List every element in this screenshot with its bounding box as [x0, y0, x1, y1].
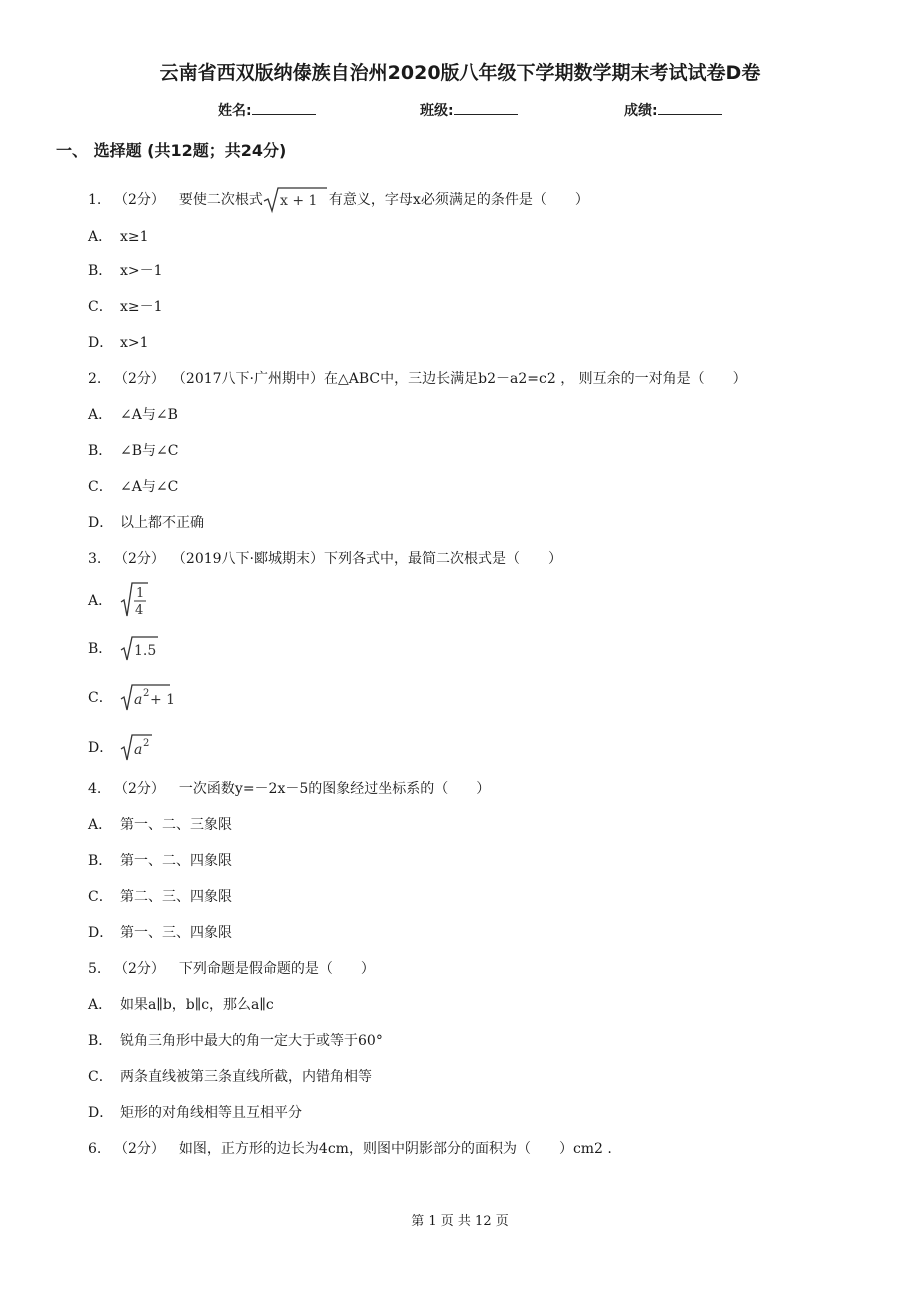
option-letter: B． — [88, 1033, 113, 1049]
name-blank[interactable] — [252, 100, 316, 115]
option-text: 两条直线被第三条直线所截，内错角相等 — [120, 1069, 372, 1085]
option-text: x>－1 — [120, 263, 163, 279]
q2-option-a[interactable] — [88, 404, 178, 424]
option-text: 锐角三角形中最大的角一定大于或等于60° — [120, 1033, 383, 1049]
question-text: （2017八下·广州期中）在△ABC中，三边长满足b2－a2=c2 ， 则互余的一对角是（ ） — [178, 371, 747, 387]
option-letter: B． — [88, 853, 113, 869]
option-letter: D． — [88, 740, 114, 756]
question-score: （2分） — [114, 781, 165, 797]
q4-option-a[interactable] — [88, 814, 232, 834]
option-text: x≥1 — [120, 229, 149, 245]
option-letter: A． — [88, 817, 113, 833]
q4-option-c[interactable] — [88, 886, 232, 906]
q1-option-a[interactable] — [88, 226, 149, 246]
option-letter: D． — [88, 925, 114, 941]
option-letter: B． — [88, 443, 113, 459]
option-text: ∠A与∠B — [120, 407, 178, 423]
option-text: x≥－1 — [120, 299, 163, 315]
option-text: 以上都不正确 — [120, 515, 204, 531]
q1-option-d[interactable] — [88, 332, 149, 352]
option-text: 矩形的对角线相等且互相平分 — [120, 1105, 302, 1121]
sqrt-a-squared — [120, 732, 154, 762]
class-blank[interactable] — [454, 100, 518, 115]
student-info-row — [0, 100, 920, 122]
class-label: 班级: — [420, 103, 454, 119]
option-letter: C． — [88, 479, 113, 495]
question-text: 一次函数y=－2x－5的图象经过坐标系的（ ） — [178, 781, 491, 797]
q2-option-d[interactable] — [88, 512, 204, 532]
question-number: 2. — [88, 371, 102, 387]
option-text: 第一、二、三象限 — [120, 817, 232, 833]
q3-option-a[interactable] — [88, 580, 150, 620]
q5-option-a[interactable] — [88, 994, 274, 1014]
option-letter: D． — [88, 1105, 114, 1121]
option-text: ∠B与∠C — [120, 443, 179, 459]
sqrt-fraction — [120, 580, 150, 620]
option-letter: D． — [88, 335, 114, 351]
question-score: （2分） — [114, 1141, 165, 1157]
question-text: 如图，正方形的边长为4cm，则图中阴影部分的面积为（ ）cm2 . — [178, 1141, 612, 1157]
name-field — [218, 100, 316, 120]
name-label: 姓名: — [218, 103, 252, 119]
question-number: 5. — [88, 961, 102, 977]
option-text: 第二、三、四象限 — [120, 889, 232, 905]
q1-option-c[interactable] — [88, 296, 163, 316]
option-letter: D． — [88, 515, 114, 531]
question-score: （2分） — [114, 961, 165, 977]
question-score: （2分） — [114, 192, 165, 208]
page-footer: 第 1 页 共 12 页 — [411, 1214, 509, 1229]
score-label: 成绩: — [624, 103, 658, 119]
question-number: 6. — [88, 1141, 102, 1157]
q3-option-d[interactable] — [88, 732, 154, 762]
option-letter: C． — [88, 299, 113, 315]
radicand-text: 1.5 — [134, 643, 157, 659]
question-text-pre: 要使二次根式 — [178, 192, 263, 208]
question-number: 1. — [88, 192, 102, 208]
q2-option-c[interactable] — [88, 476, 178, 496]
question-5 — [88, 958, 375, 978]
option-text: ∠A与∠C — [120, 479, 179, 495]
base-variable: a — [134, 692, 143, 708]
option-letter: A． — [88, 997, 113, 1013]
option-letter: B． — [88, 641, 113, 657]
option-text: 如果a∥b，b∥c，那么a∥c — [120, 997, 274, 1013]
option-letter: A． — [88, 593, 113, 609]
option-letter: C． — [88, 690, 113, 706]
sqrt-expression — [263, 186, 329, 214]
question-6 — [88, 1138, 612, 1158]
question-text: 下列命题是假命题的是（ ） — [178, 961, 375, 977]
q3-option-b[interactable] — [88, 634, 160, 662]
plus-term: + 1 — [150, 692, 176, 708]
question-4 — [88, 778, 490, 798]
q5-option-d[interactable] — [88, 1102, 302, 1122]
q4-option-b[interactable] — [88, 850, 232, 870]
q4-option-d[interactable] — [88, 922, 232, 942]
sqrt-decimal — [120, 634, 160, 662]
question-score: （2分） — [114, 371, 165, 387]
question-text-post: 有意义，字母x必须满足的条件是（ ） — [328, 192, 589, 208]
q5-option-c[interactable] — [88, 1066, 372, 1086]
q1-option-b[interactable] — [88, 260, 163, 280]
score-field — [624, 100, 722, 120]
exponent: 2 — [143, 738, 150, 749]
question-3 — [88, 548, 562, 568]
question-text: （2019八下·郾城期末）下列各式中，最简二次根式是（ ） — [178, 551, 562, 567]
fraction-numerator: 1 — [136, 586, 145, 601]
page-title: 云南省西双版纳傣族自治州2020版八年级下学期数学期末考试试卷D卷 — [159, 62, 761, 84]
option-text: x>1 — [120, 335, 149, 351]
question-2 — [88, 368, 747, 388]
section-title: 一、 选择题 (共12题；共24分) — [56, 141, 287, 160]
question-score: （2分） — [114, 551, 165, 567]
option-letter: B． — [88, 263, 113, 279]
question-number: 4. — [88, 781, 102, 797]
option-letter: A． — [88, 407, 113, 423]
score-blank[interactable] — [658, 100, 722, 115]
option-letter: C． — [88, 889, 113, 905]
base-variable: a — [134, 742, 143, 758]
q5-option-b[interactable] — [88, 1030, 383, 1050]
class-field — [420, 100, 518, 120]
radicand-text: x + 1 — [279, 193, 318, 209]
option-text: 第一、二、四象限 — [120, 853, 232, 869]
exponent: 2 — [143, 688, 150, 699]
option-letter: C． — [88, 1069, 113, 1085]
question-1 — [88, 186, 589, 214]
option-text: 第一、三、四象限 — [120, 925, 232, 941]
question-number: 3. — [88, 551, 102, 567]
fraction-denominator: 4 — [135, 603, 144, 618]
q3-option-c[interactable] — [88, 682, 176, 712]
sqrt-a-squared-plus-one — [120, 682, 176, 712]
q2-option-b[interactable] — [88, 440, 178, 460]
option-letter: A． — [88, 229, 113, 245]
